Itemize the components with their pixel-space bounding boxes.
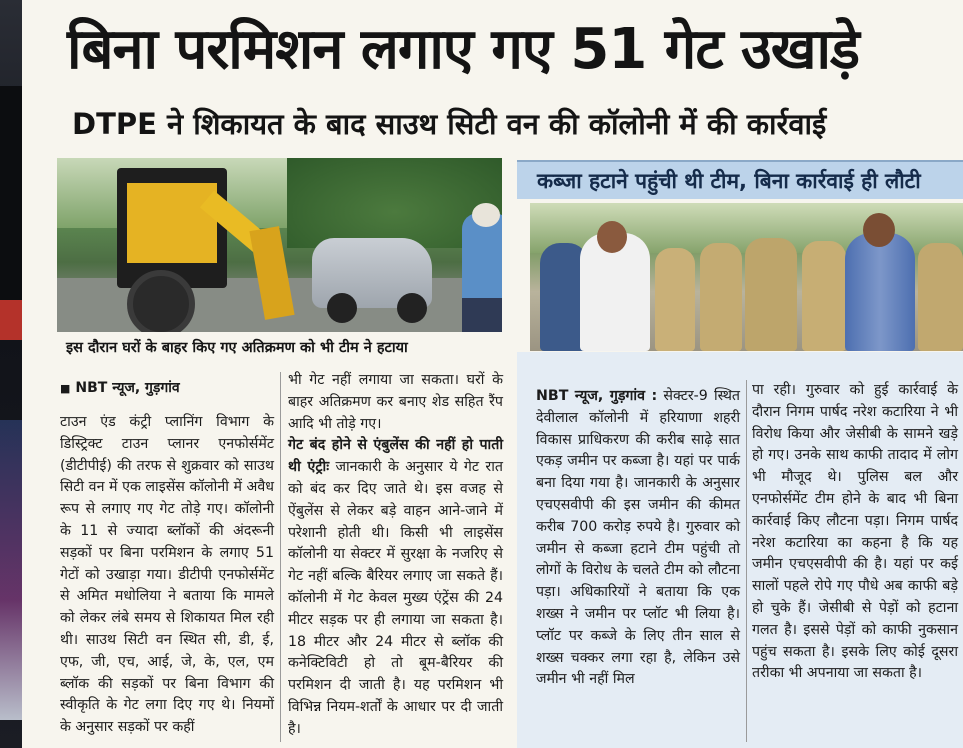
left-story-col-1 xyxy=(60,412,274,739)
jcb-demolition-photo xyxy=(57,158,502,332)
right-story-col-1 xyxy=(536,386,740,691)
left-photo-caption: इस दौरान घरों के बाहर किए गए अतिक्रमण को भी टीम ने हटाया xyxy=(66,340,408,356)
right-column-divider xyxy=(746,380,747,742)
right-story-col-2 xyxy=(752,380,958,685)
left-story-col-2 xyxy=(288,370,503,741)
right-story-banner-title: कब्जा हटाने पहुंची थी टीम, बिना कार्रवाई ही लौटी xyxy=(537,169,921,193)
right-story-banner xyxy=(517,160,963,199)
bezel-gradient-strip xyxy=(0,420,22,720)
right-byline: NBT न्यूज, गुड़गांव : xyxy=(536,388,658,404)
protest-crowd-photo xyxy=(530,203,963,351)
left-story-col-2-intro: भी गेट नहीं लगाया जा सकता। घरों के बाहर अतिक्रमण कर बनाए शेड सहित रैंप आदि भी तोड़े गए। xyxy=(288,372,503,432)
bezel-red-mark xyxy=(0,300,22,340)
device-bezel xyxy=(0,0,22,748)
left-story-col-2-body: जानकारी के अनुसार ये गेट रात को बंद कर दिए जाते थे। इस वजह से ऐंबुलेंस से लेकर बड़े वाहन आने-जाने में परेशानी होती थी। किसी भी लाइसेंस कॉलोनी या सेक्टर में सुरक्षा के नजरिए से गेट नहीं बल्कि बैरियर लगाए जा सकते हैं। कॉलोनी में गेट केवल मुख्य एंट्रेंस की 24 मीटर सड़क पर ही लगाया जा सकता है। 18 मीटर और 24 मीटर से ब्लॉक की कनेक्टिविटी हो तो बूम-बैरियर की परमिशन दी जाती है। यह परमिशन भी विभिन्न नियम-शर्तों के आधार पर दी जाती है। xyxy=(288,459,503,737)
headline: बिना परमिशन लगाए गए 51 गेट उखाड़े xyxy=(67,17,860,82)
left-story-subhead: गेट बंद होने से एंबुलेंस की नहीं हो पाती थी एंट्रीः xyxy=(288,437,503,476)
column-divider xyxy=(280,372,281,742)
subheadline: DTPE ने शिकायत के बाद साउथ सिटी वन की कॉलोनी में की कार्रवाई xyxy=(72,107,827,141)
newspaper-page xyxy=(22,0,963,748)
right-story-col-1-text: सेक्टर-9 स्थित देवीलाल कॉलोनी में हरियाणा शहरी विकास प्राधिकरण की करीब साढ़े सात एकड़ जमीन पर कब्जा है। यहां पर पार्क बना दिया गया है। जानकारी के अनुसार एचएसवीपी की इस जमीन की कीमत करीब 700 करोड़ रुपये है। गुरुवार को जमीन से कब्जा हटाने टीम पहुंची तो लोगों के विरोध के चलते टीम को लौटना पड़ा। अधिकारियों ने बताया कि एक शख्स ने जमीन पर प्लॉट भी लिया है। प्लॉट पर कब्जे के लिए तीन साल से शख्स चक्कर लगा रहा है, लेकिन उसे जमीन भी नहीं मिल xyxy=(536,388,740,688)
right-story-col-2-text: पा रही। गुरुवार को हुई कार्रवाई के दौरान निगम पार्षद नरेश कटारिया ने भी विरोध किया और जेसीबी के सामने खड़े हो गए। उनके साथ काफी तादाद में लोग भी मौजूद थे। पुलिस बल और एनफोर्समेंट टीम होने के बाद भी बिना कार्रवाई किए लौटना पड़ा। निगम पार्षद नरेश कटारिया का कहना है कि यह जमीन एचएसवीपी की है। यहां पर कई सालों पहले रोपे गए पौधे अब काफी बड़े हो चुके हैं। जेसीबी से पेड़ों को हटाना गलत है। इससे पेड़ों को काफी नुकसान पहुंच सकता है। इसके लिए कोई दूसरा तरीका भी अपनाया जा सकता है। xyxy=(752,382,958,682)
left-byline: ■ NBT न्यूज, गुड़गांव xyxy=(60,378,180,397)
bezel-dark-strip xyxy=(0,86,22,326)
left-story-col-1-text: टाउन एंड कंट्री प्लानिंग विभाग के डिस्ट्रिक्ट टाउन प्लानर एनफोर्समेंट (डीटीपीई) की तरफ से शुक्रवार को साउथ सिटी वन में एक लाइसेंस कॉलोनी में अवैध रूप से लगाए गए गेट तोड़े गए। कॉलोनी के 11 से ज्यादा ब्लॉकों की अंदरूनी सड़कों पर बिना परमिशन के लगाए 51 गेटों को उखाड़ा गया। डीटीपी एनफोर्समेंट से अमित मधोलिया ने बताया कि मामले को लेकर लंबे समय से शिकायत मिल रही थी। साउथ सिटी वन स्थित सी, डी, ई, एफ, जी, एच, आई, जे, के, एल, एम ब्लॉक की सड़कों पर बिना विभाग की स्वीकृति के गेट लगा दिए गए थे। नियमों के अनुसार सड़कों पर कहीं xyxy=(60,414,274,736)
